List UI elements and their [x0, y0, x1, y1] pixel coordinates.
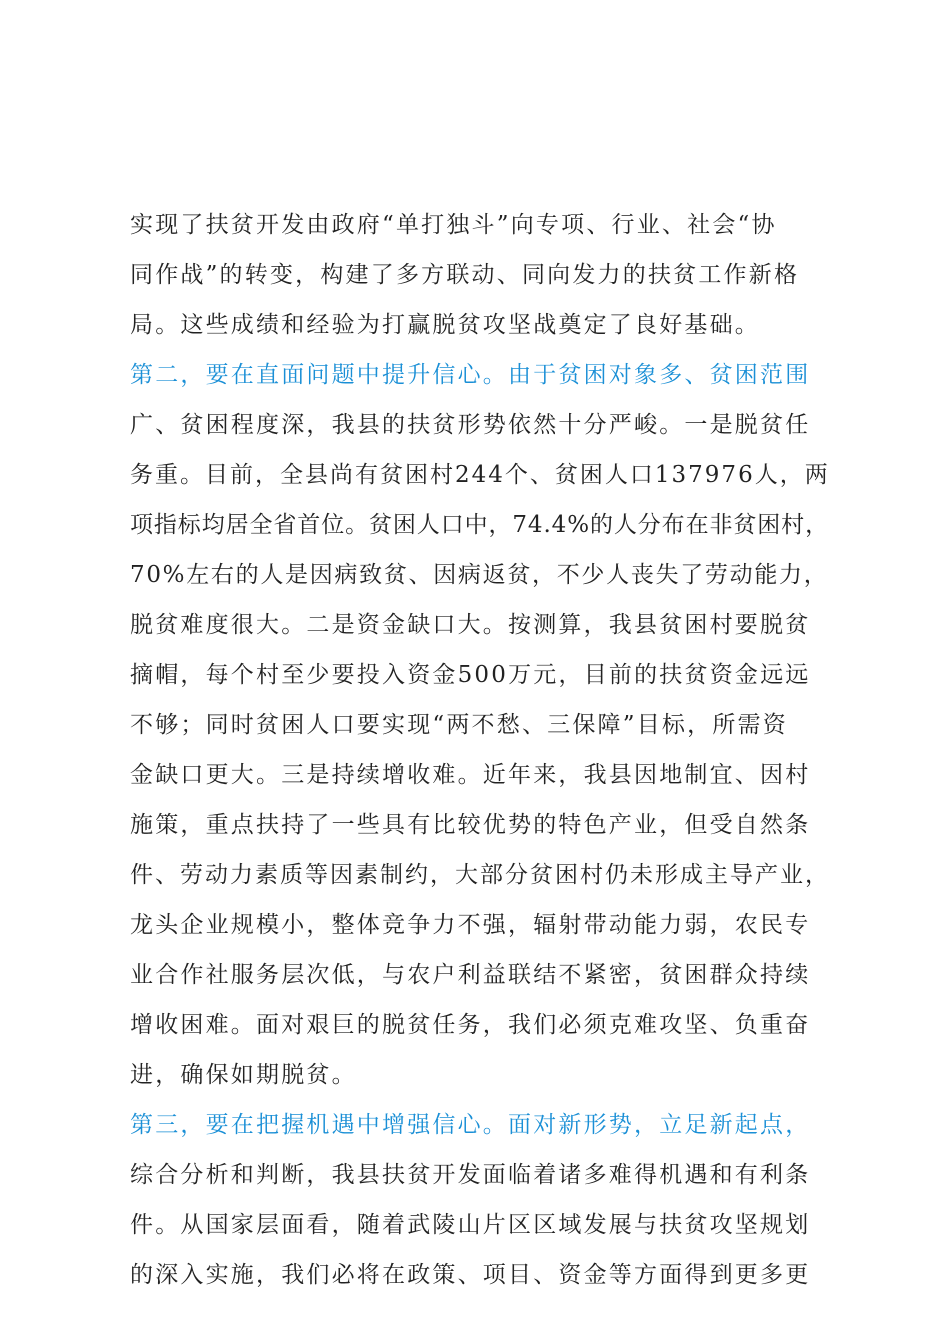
paragraph-line: 实现了扶贫开发由政府“单打独斗”向专项、行业、社会“协 [130, 212, 777, 238]
paragraph-line: 件。从国家层面看，随着武陵山片区区域发展与扶贫攻坚规划 [130, 1212, 811, 1238]
paragraph-line: 局。这些成绩和经验为打赢脱贫攻坚战奠定了良好基础。 [130, 312, 760, 338]
paragraph-line: 增收困难。面对艰巨的脱贫任务，我们必须克难攻坚、负重奋 [130, 1012, 811, 1038]
paragraph-line: 项指标均居全省首位。贫困人口中，74.4%的人分布在非贫困村， [130, 512, 829, 538]
section-heading-line: 第二，要在直面问题中提升信心。由于贫困对象多、贫困范围 [130, 362, 811, 388]
paragraph-line: 脱贫难度很大。二是资金缺口大。按测算，我县贫困村要脱贫 [130, 612, 811, 638]
paragraph-line: 摘帽，每个村至少要投入资金500万元，目前的扶贫资金远远 [130, 662, 811, 688]
paragraph-line: 务重。目前，全县尚有贫困村244个、贫困人口137976人，两 [130, 462, 830, 488]
document-body [130, 200, 830, 1300]
paragraph-line: 广、贫困程度深，我县的扶贫形势依然十分严峻。一是脱贫任 [130, 412, 811, 438]
paragraph-line: 70%左右的人是因病致贫、因病返贫，不少人丧失了劳动能力， [130, 562, 829, 588]
paragraph-line: 龙头企业规模小，整体竞争力不强，辐射带动能力弱，农民专 [130, 912, 811, 938]
paragraph-line: 金缺口更大。三是持续增收难。近年来，我县因地制宜、因村 [130, 762, 811, 788]
paragraph-line: 施策，重点扶持了一些具有比较优势的特色产业，但受自然条 [130, 812, 811, 838]
paragraph-line: 的深入实施，我们必将在政策、项目、资金等方面得到更多更 [130, 1262, 811, 1288]
paragraph-line: 同作战”的转变，构建了多方联动、同向发力的扶贫工作新格 [130, 262, 800, 288]
paragraph-line: 不够；同时贫困人口要实现“两不愁、三保障”目标，所需资 [130, 712, 788, 738]
paragraph-line: 进，确保如期脱贫。 [130, 1062, 357, 1088]
section-heading-line: 第三，要在把握机遇中增强信心。面对新形势，立足新起点， [130, 1112, 811, 1138]
paragraph-line: 件、劳动力素质等因素制约，大部分贫困村仍未形成主导产业， [130, 862, 830, 888]
paragraph-line: 业合作社服务层次低，与农户利益联结不紧密，贫困群众持续 [130, 962, 811, 988]
paragraph-line: 综合分析和判断，我县扶贫开发面临着诸多难得机遇和有利条 [130, 1162, 811, 1188]
